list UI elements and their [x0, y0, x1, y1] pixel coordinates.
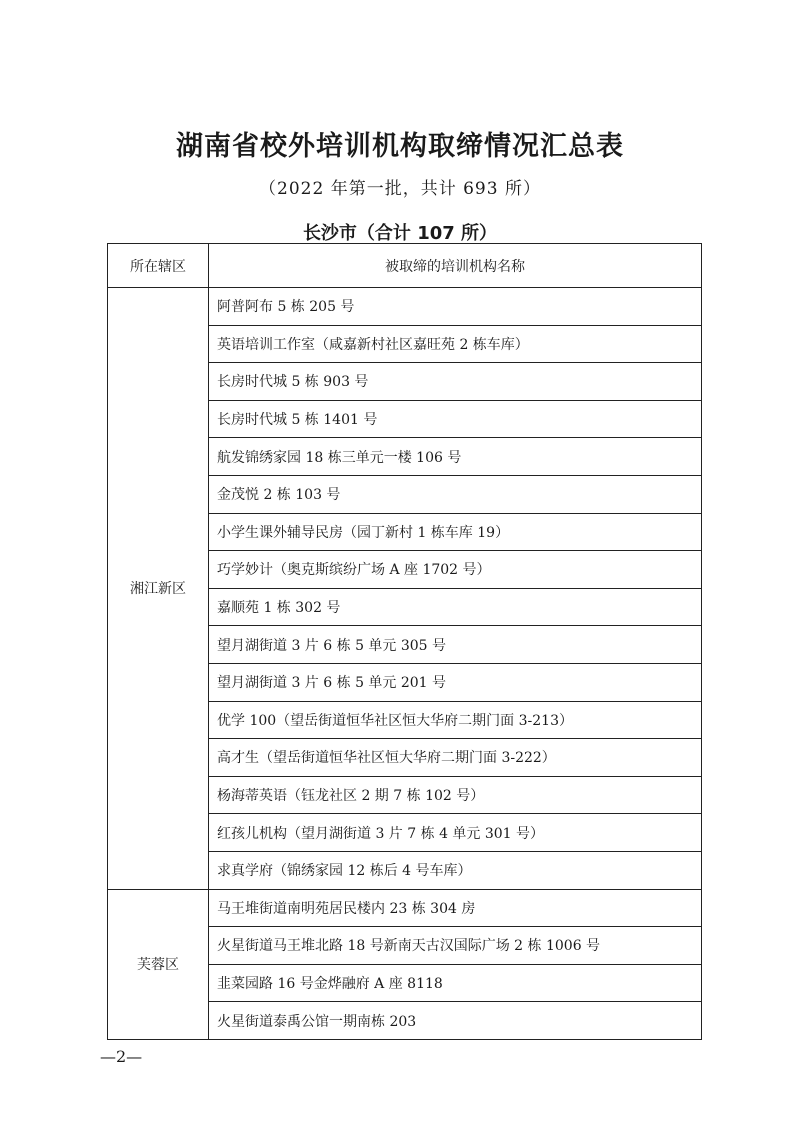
page-number: —2— — [100, 1047, 143, 1066]
table-row — [108, 889, 702, 927]
org-name-cell: 阿普阿布 5 栋 205 号 — [209, 288, 702, 326]
org-name-cell: 求真学府（锦绣家园 12 栋后 4 号车库） — [209, 851, 702, 889]
org-name-cell: 巧学妙计（奥克斯缤纷广场 A 座 1702 号） — [209, 551, 702, 589]
document-subtitle: （2022 年第一批，共计 693 所） — [259, 179, 541, 199]
table-row — [108, 288, 702, 326]
document-title: 湖南省校外培训机构取缔情况汇总表 — [176, 131, 624, 162]
org-name-cell: 火星街道泰禹公馆一期南栋 203 — [209, 1002, 702, 1040]
table-header-row — [108, 244, 702, 288]
org-name-cell: 韭菜园路 16 号金烨融府 A 座 8118 — [209, 964, 702, 1002]
district-cell: 湘江新区 — [108, 288, 209, 890]
org-name-cell: 金茂悦 2 栋 103 号 — [209, 475, 702, 513]
org-name-cell: 优学 100（望岳街道恒华社区恒大华府二期门面 3-213） — [209, 701, 702, 739]
org-name-cell: 望月湖街道 3 片 6 栋 5 单元 201 号 — [209, 663, 702, 701]
org-name-cell: 杨海蒂英语（钰龙社区 2 期 7 栋 102 号） — [209, 776, 702, 814]
header-district: 所在辖区 — [108, 244, 209, 288]
org-name-cell: 长房时代城 5 栋 903 号 — [209, 363, 702, 401]
header-org-name: 被取缔的培训机构名称 — [209, 244, 702, 288]
org-name-cell: 英语培训工作室（咸嘉新村社区嘉旺苑 2 栋车库） — [209, 325, 702, 363]
org-name-cell: 望月湖街道 3 片 6 栋 5 单元 305 号 — [209, 626, 702, 664]
org-name-cell: 长房时代城 5 栋 1401 号 — [209, 400, 702, 438]
org-name-cell: 红孩儿机构（望月湖街道 3 片 7 栋 4 单元 301 号） — [209, 814, 702, 852]
section-heading: 长沙市（合计 107 所） — [302, 223, 498, 244]
org-name-cell: 航发锦绣家园 18 栋三单元一楼 106 号 — [209, 438, 702, 476]
org-name-cell: 火星街道马王堆北路 18 号新南天古汉国际广场 2 栋 1006 号 — [209, 927, 702, 965]
district-cell: 芙蓉区 — [108, 889, 209, 1039]
org-name-cell: 高才生（望岳街道恒华社区恒大华府二期门面 3-222） — [209, 739, 702, 777]
org-name-cell: 小学生课外辅导民房（园丁新村 1 栋车库 19） — [209, 513, 702, 551]
closure-table — [107, 243, 702, 1040]
org-name-cell: 马王堆街道南明苑居民楼内 23 栋 304 房 — [209, 889, 702, 927]
table-body — [108, 244, 702, 1040]
org-name-cell: 嘉顺苑 1 栋 302 号 — [209, 588, 702, 626]
